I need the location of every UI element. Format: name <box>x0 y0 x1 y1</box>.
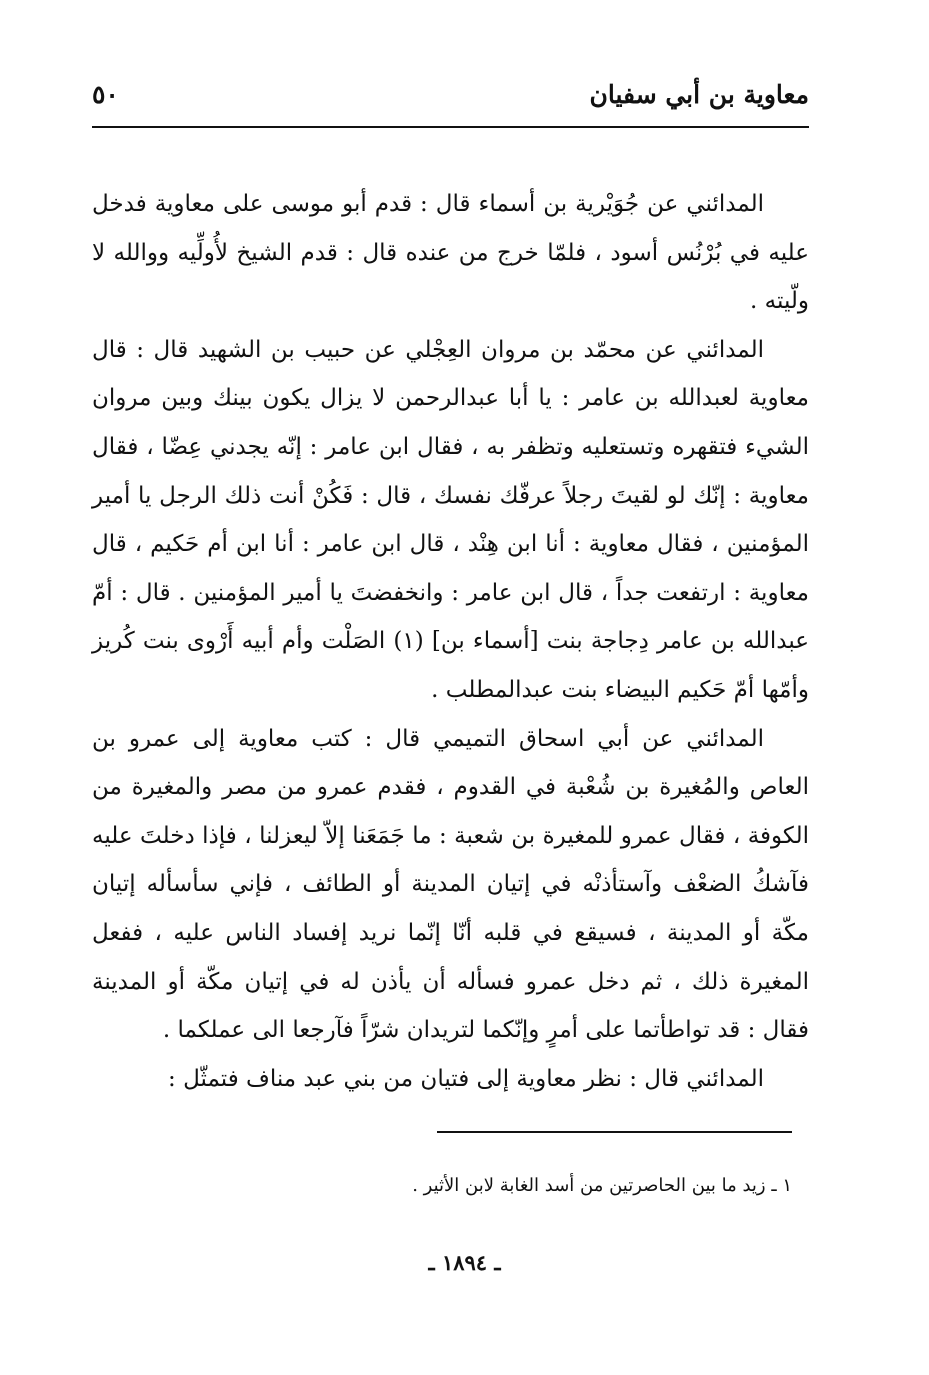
paragraph-4: المدائني قال : نظر معاوية إلى فتيان من بني عبد مناف فتمثّل : <box>168 1065 764 1092</box>
paragraph-3: المدائني عن أبي اسحاق التميمي قال : كتب معاوية إلى عمرو بن العاص والمُغيرة بن شُعْبة في القدوم ، فقدم عمرو من مصر والمغيرة من الكوفة ، فقال عمرو للمغيرة بن شعبة : ما جَمَعَنا إلاّ ليعزلنا ، فإذا دخلتَ عليه فآشكُ الضعْف وآستأذنْه في إتيان المدينة أو الطائف ، فإني سأسأله إتيان مكّة أو المدينة ، فسيقع في قلبه أنّا إنّما نريد إفساد الناس عليه ، ففعل المغيرة ذلك ، ثم دخل عمرو فسأله أن يأذن له في إتيان مكّة أو المدينة فقال : قد تواطأتما على أمرٍ وإنّكما لتريدان شرّاً فآرجعا الى عملكما . <box>92 725 809 1044</box>
paragraph-1: المدائني عن جُوَيْرية بن أسماء قال : قدم أبو موسى على معاوية فدخل عليه في بُرْنُس أسود ، فلمّا خرج من عنده قال : قدم الشيخ لأُولِّيه ووالله لا ولّيته . <box>92 191 809 315</box>
running-header <box>92 74 809 128</box>
footnote: ١ ـ زيد ما بين الحاصرتين من أسد الغابة لابن الأثير . <box>412 1175 792 1196</box>
body-text <box>92 180 809 1103</box>
header-page-number: ٥٠ <box>92 80 119 109</box>
footnote-separator <box>437 1131 792 1133</box>
folio-page-number: ـ ١٨٩٤ ـ <box>428 1250 501 1275</box>
paragraph-2: المدائني عن محمّد بن مروان العِجْلي عن حبيب بن الشهيد قال : قال معاوية لعبدالله بن عامر : يا أبا عبدالرحمن لا يزال يكون بينك وبين مروان الشيء فتقهره وتستعليه وتظفر به ، فقال ابن عامر : إنّه يجدني عِضّا ، فقال معاوية : إنّك لو لقيتَ رجلاً عرفّك نفسك ، قال : فَكُنْ أنت ذلك الرجل يا أمير المؤمنين ، فقال معاوية : أنا ابن هِنْد ، قال ابن عامر : أنا ابن أم حَكيم ، قال معاوية : ارتفعت جداً ، قال ابن عامر : وانخفضتَ يا أمير المؤمنين . قال : أمّ عبدالله بن عامر دِجاجة بنت [أسماء بن] (١) الصَلْت وأم أبيه أَرْوى بنت كُريز وأمّها أمّ حَكيم البيضاء بنت عبدالمطلب . <box>92 336 809 703</box>
header-title: معاوية بن أبي سفيان <box>589 80 809 109</box>
